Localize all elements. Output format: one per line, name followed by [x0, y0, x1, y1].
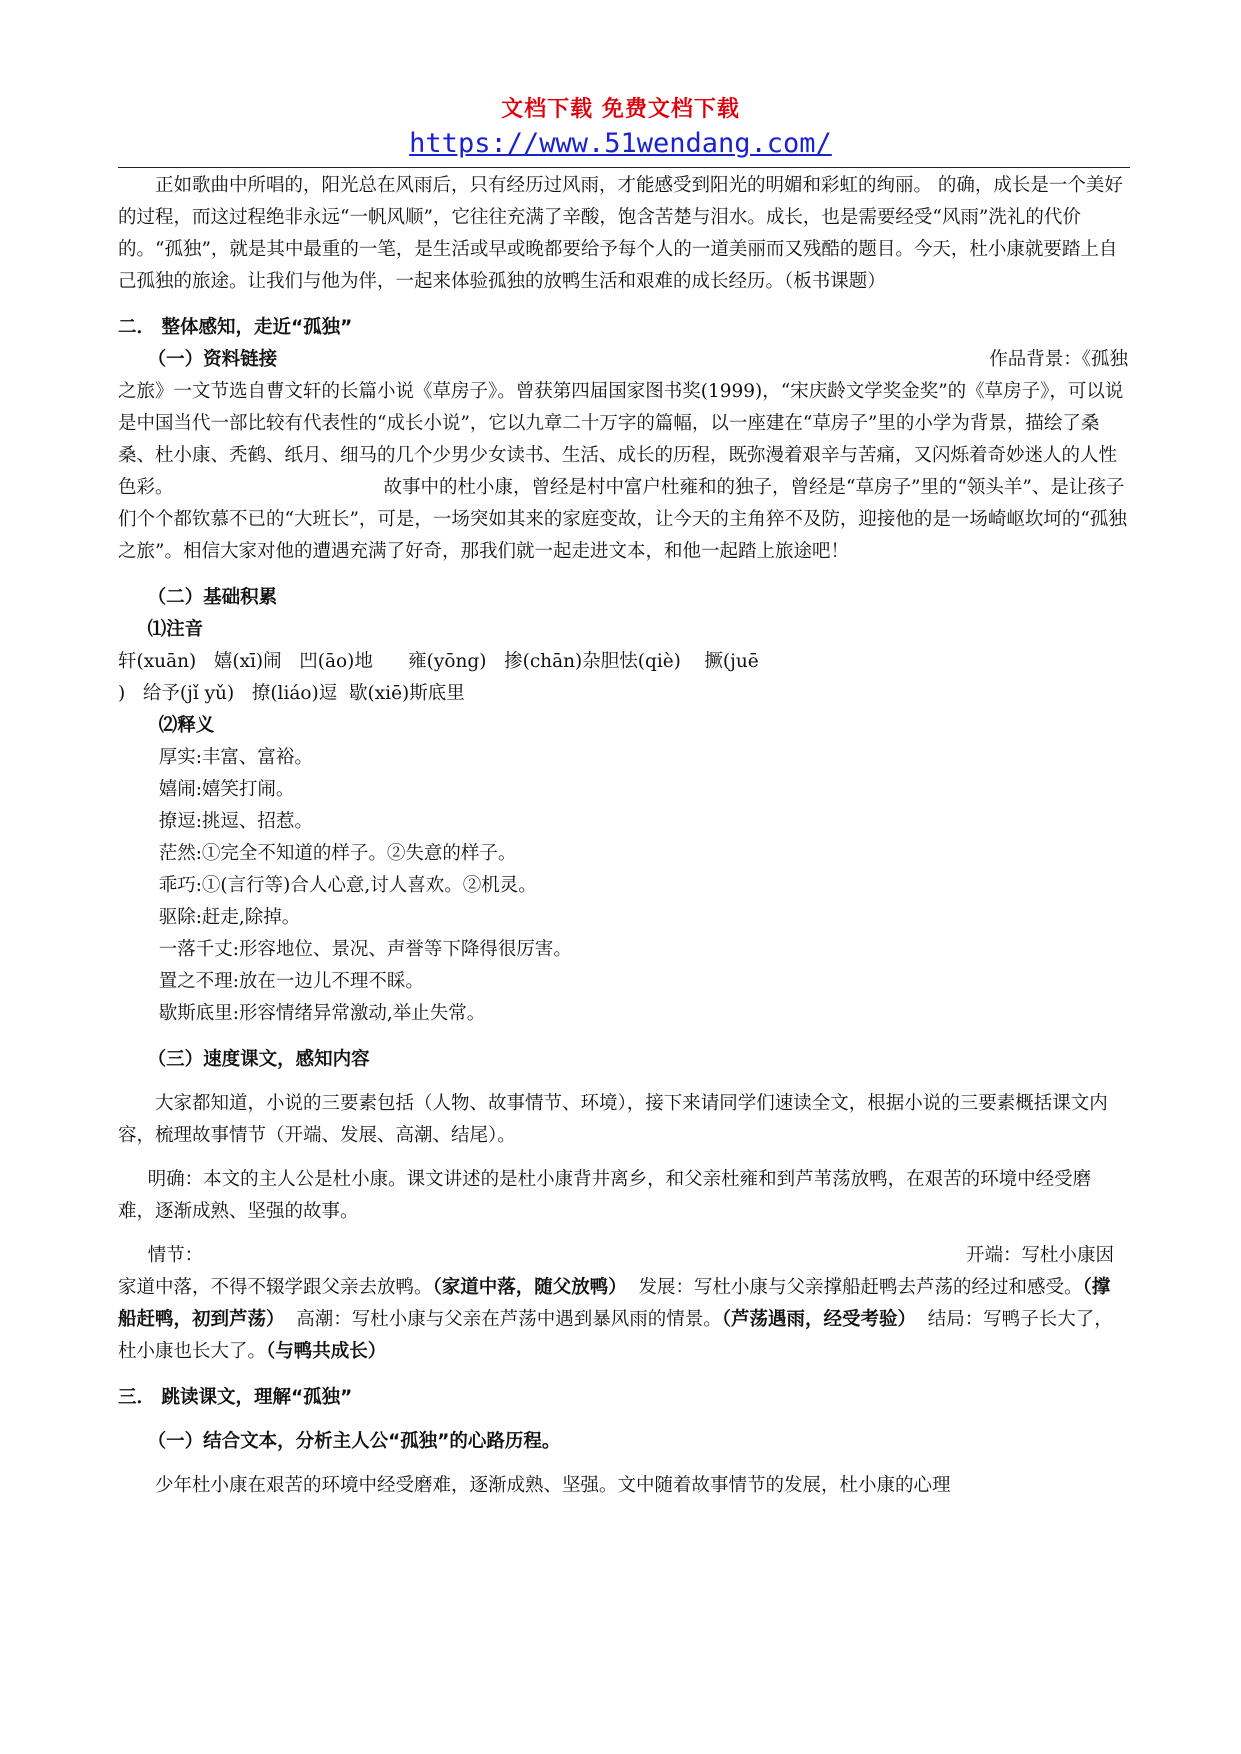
- document-body: [118, 170, 1128, 1502]
- plot-summary-4: （与鸭共成长）: [266, 1341, 387, 1362]
- background-paragraph: [118, 376, 1128, 568]
- journey-label: （一）结合文本，分析主人公“孤独”的心路历程。: [147, 1431, 561, 1452]
- site-title: 文档下载 免费文档下载: [501, 97, 740, 122]
- meaning-item: 乖巧:①(言行等)合人心意,讨人喜欢。②机灵。: [158, 875, 537, 896]
- background-text: 之旅》一文节选自曹文轩的长篇小说《草房子》。曾获第四届国家图书奖(1999)，“宋庆龄文学奖金奖”的《草房子》，可以说是中国当代一部比较有代表性的“成长小说”，它以九章二十万字的篇幅，以一座建在“草房子”里的小学为背景，描绘了桑桑、杜小康、秃鹤、纸月、细马的几个少男少女读书、生活、成长的历程，既弥漫着艰辛与苦痛，又闪烁着奇妙迷人的人性色彩。: [118, 381, 1124, 498]
- plot-row: [118, 1240, 1128, 1272]
- meaning-item: 歇斯底里:形容情绪异常激动,举止失常。: [158, 1003, 486, 1024]
- meaning-item: 一落千丈:形容地位、景况、声誉等下降得很厉害。: [158, 939, 572, 960]
- material-link-row: [118, 344, 1128, 376]
- story-text: ，曾经是村中富户杜雍和的独子，曾经是“草房子”里的“领头羊”、是让孩子们个个都钦慕不已的“大班长”，可是，一场突如其来的家庭变故，让今天的主角猝不及防，迎接他的是一场崎岖坎坷的“孤独之旅”。相信大家对他的遭遇充满了好奇，那我们就一起走进文本，和他一起踏上旅途吧！: [118, 477, 1127, 562]
- background-label: 作品背景：《孤独: [989, 349, 1128, 370]
- pinyin-label: ⑴注音: [147, 619, 204, 640]
- plot-summary-2: （撑船赶鸭，初到芦荡）: [118, 1277, 1111, 1330]
- plot-text-3: 高潮：写杜小康与父亲在芦荡中遇到暴风雨的情景。: [284, 1309, 722, 1330]
- meaning-item: 茫然:①完全不知道的样子。②失意的样子。: [158, 843, 517, 864]
- plot-paragraph: [118, 1272, 1128, 1368]
- pinyin-line-1: 轩(xuān) 嬉(xī)闹 凹(āo)地 雍(yōng) 掺(chān)杂胆怯(qiè) 撅(juē: [118, 651, 759, 672]
- meaning-item: 撩逗:挑逗、招惹。: [158, 811, 313, 832]
- pinyin-line-2: ) 给予(jǐ yǔ) 撩(liáo)逗 歇(xiē)斯底里: [118, 683, 465, 704]
- section-2-heading: 二． 整体感知，走近“孤独”: [118, 317, 353, 338]
- plot-label: 情节：: [147, 1245, 204, 1266]
- speed-read-label: （三）速度课文，感知内容: [147, 1049, 370, 1070]
- plot-summary-1: （家道中落，随父放鸭）: [432, 1277, 627, 1298]
- plot-start-label: 开端：写杜小康因: [965, 1245, 1114, 1266]
- meaning-item: 置之不理:放在一边儿不理不睬。: [158, 971, 424, 992]
- intro-paragraph: 正如歌曲中所唱的，阳光总在风雨后，只有经历过风雨，才能感受到阳光的明媚和彩虹的绚丽。 的确，成长是一个美好的过程，而这过程绝非永远“一帆风顺”，它往往充满了辛酸，饱含苦楚与泪水。成长，也是需要经受“风雨”洗礼的代价的。“孤独”，就是其中最重的一笔，是生活或早或晚都要给予每个人的一道美丽而又残酷的题目。今天，杜小康就要踏上自己孤独的旅途。让我们与他为伴，一起来体验孤独的放鸭生活和艰难的成长经历。（板书课题）: [118, 175, 1123, 292]
- site-url-link[interactable]: https://www.51wendang.com/: [409, 128, 832, 159]
- material-link-label: （一）资料链接: [147, 349, 278, 370]
- elements-paragraph: 大家都知道，小说的三要素包括（人物、故事情节、环境），接下来请同学们速读全文，根据小说的三要素概括课文内容，梳理故事情节（开端、发展、高潮、结尾）。: [118, 1093, 1108, 1146]
- basics-label: （二）基础积累: [147, 587, 278, 608]
- meaning-label: ⑵释义: [158, 715, 215, 736]
- clarify-paragraph: 明确：本文的主人公是杜小康。课文讲述的是杜小康背井离乡，和父亲杜雍和到芦苇荡放鸭，在艰苦的环境中经受磨难，逐渐成熟、坚强的故事。: [118, 1169, 1092, 1222]
- journey-paragraph: 少年杜小康在艰苦的环境中经受磨难，逐渐成熟、坚强。文中随着故事情节的发展，杜小康的心理: [155, 1475, 951, 1496]
- meaning-item: 嬉闹:嬉笑打闹。: [158, 779, 295, 800]
- story-label: 故事中的杜小康: [383, 477, 514, 498]
- plot-summary-3: （芦荡遇雨，经受考验）: [721, 1309, 917, 1330]
- meaning-list: [118, 742, 1128, 1030]
- meaning-item: 驱除:赶走,除掉。: [158, 907, 301, 928]
- meaning-item: 厚实:丰富、富裕。: [158, 747, 313, 768]
- header-divider: [118, 167, 1130, 168]
- plot-text-1: 家道中落，不得不辍学跟父亲去放鸭。: [118, 1277, 433, 1298]
- section-3-heading: 三． 跳读课文，理解“孤独”: [118, 1387, 353, 1408]
- plot-text-2: 发展：写杜小康与父亲撑船赶鸭去芦荡的经过和感受。: [626, 1277, 1083, 1298]
- plot-text-4: 结局：写鸭子长大了，杜小康也长大了。: [118, 1309, 1113, 1362]
